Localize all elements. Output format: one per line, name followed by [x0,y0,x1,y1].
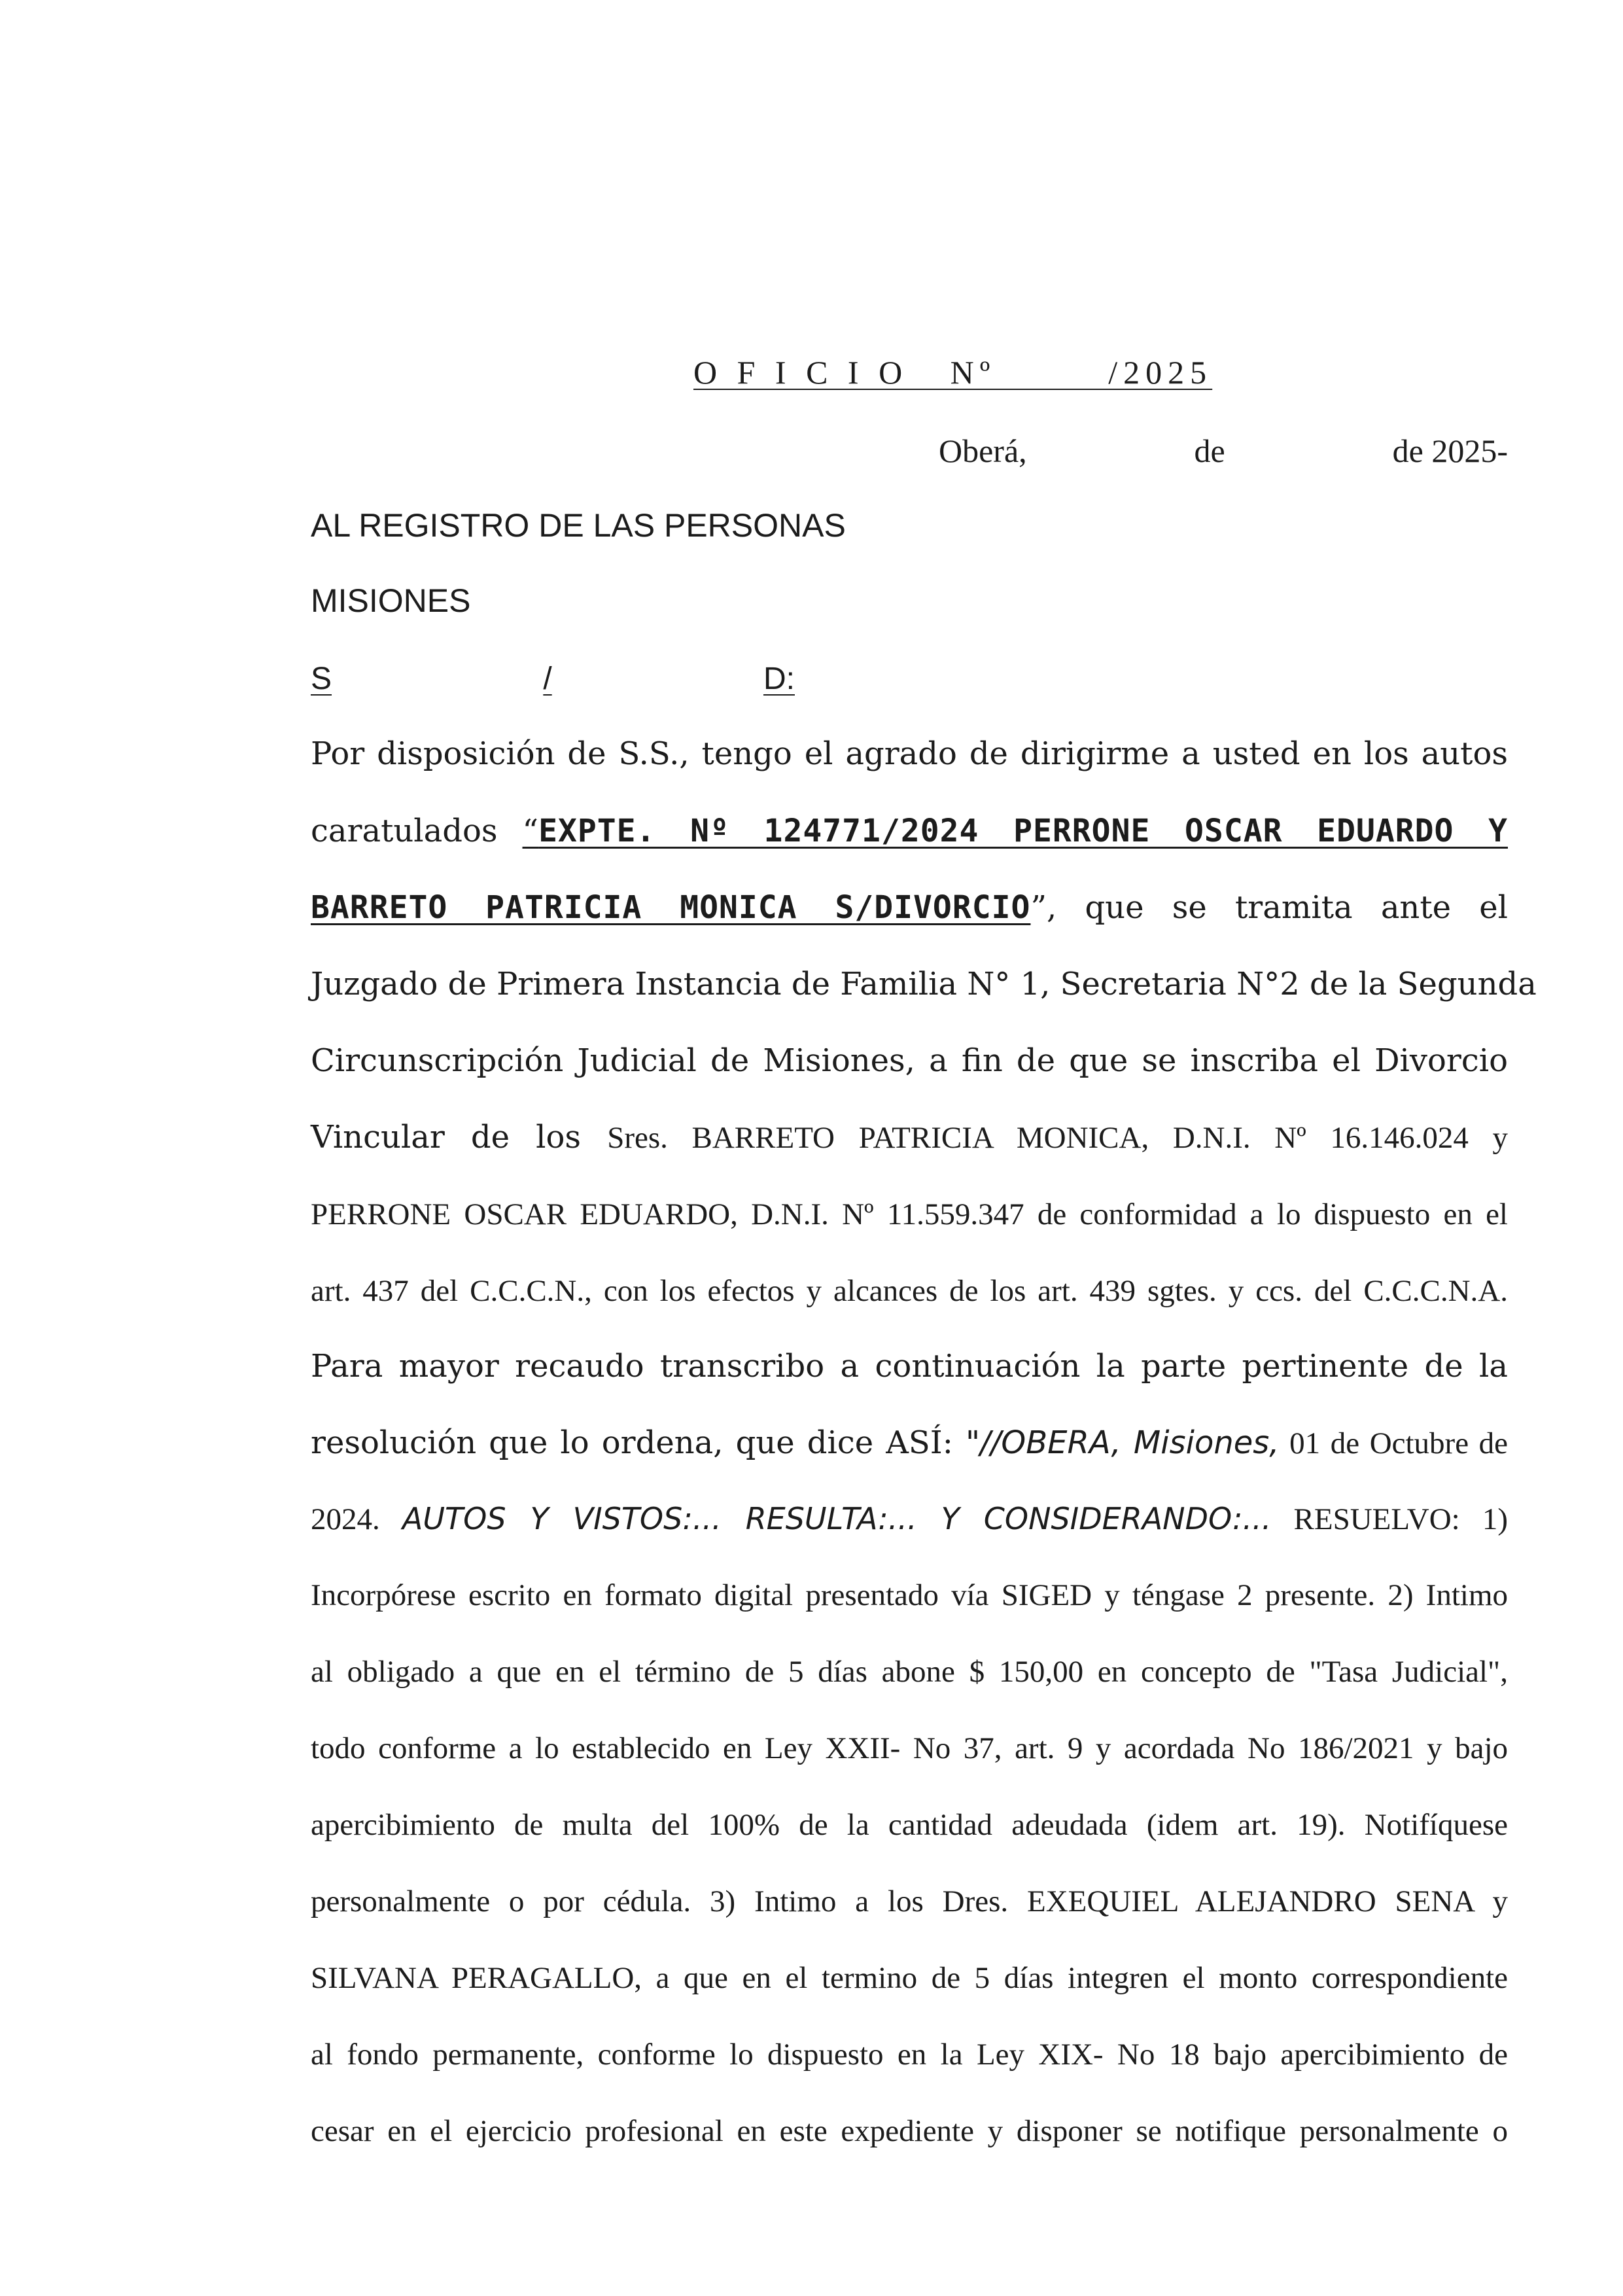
date-year: de 2025- [1392,433,1508,469]
addressee-line-2: MISIONES [311,582,471,619]
body-line-3 [311,889,1509,926]
date-line [939,432,1508,470]
body-line-2 [311,815,1508,847]
body-line-9: Para mayor recaudo transcribo a continuación la parte pertinente de la [311,1348,1508,1385]
body-text: resolución que lo ordena, que dice ASÍ: [311,1424,966,1461]
body-text: ”, que se tramita ante el [1030,889,1509,926]
body-line-13: al obligado a que en el término de 5 días abone $ 150,00 en concepto de "Tasa Judicial", [311,1655,1508,1689]
sd-s: S [311,662,332,696]
date-city: Oberá, [939,433,1027,469]
date-day-of: de [1194,433,1225,469]
document-title: O F I C I O Nº /2025 [693,354,1213,391]
body-text: caratulados [311,813,523,849]
body-line-5: Circunscripción Judicial de Misiones, a fin de que se inscriba el Divorcio [311,1042,1508,1079]
body-line-12: Incorpórese escrito en formato digital presentado vía SIGED y téngase 2 presente. 2) Intimo [311,1578,1508,1612]
body-line-6 [311,1119,1508,1156]
expte-quote-open: “ [522,813,539,849]
sd-slash: / [543,662,552,696]
salutation-sd [311,661,795,697]
body-line-7: PERRONE OSCAR EDUARDO, D.N.I. Nº 11.559.347 de conformidad a lo dispuesto en el [311,1197,1508,1231]
body-text: RESUELVO: 1) [1271,1502,1509,1536]
body-line-16: personalmente o por cédula. 3) Intimo a los Dres. EXEQUIEL ALEJANDRO SENA y [311,1884,1508,1918]
body-text: Vincular de los [311,1119,608,1156]
body-line-15: apercibimiento de multa del 100% de la cantidad adeudada (idem art. 19). Notifíquese [311,1808,1508,1842]
expte-caption-part2: BARRETO PATRICIA MONICA S/DIVORCIO [311,889,1031,926]
body-line-11 [311,1501,1509,1536]
body-line-19: cesar en el ejercicio profesional en este expediente y disponer se notifique personalmente o [311,2114,1508,2148]
resolution-quote-start: "//OBERA, Misiones, [966,1424,1280,1461]
body-line-17: SILVANA PERAGALLO, a que en el termino de 5 días integren el monto correspondiente [311,1961,1508,1995]
body-line-18: al fondo permanente, conforme lo dispuesto en la Ley XIX- No 18 bajo apercibimiento de [311,2038,1508,2072]
expte-caption-part1: EXPTE. Nº 124771/2024 PERRONE OSCAR EDUARDO Y [538,813,1509,849]
resolution-date: 01 de Octubre de [1279,1426,1509,1460]
body-line-4: Juzgado de Primera Instancia de Familia N° 1, Secretaria N°2 de la Segunda [311,966,1537,1002]
body-line-8: art. 437 del C.C.C.N., con los efectos y alcances de los art. 439 sgtes. y ccs. del C.C.C.N.A. [311,1274,1508,1308]
body-line-10 [311,1424,1509,1461]
body-line-1: Por disposición de S.S., tengo el agrado de dirigirme a usted en los autos [311,735,1508,772]
body-text-serif: Sres. BARRETO PATRICIA MONICA, D.N.I. Nº 16.146.024 y [607,1121,1508,1155]
resolution-sections: AUTOS Y VISTOS:... RESULTA:... Y CONSIDERANDO:... [402,1501,1272,1536]
body-text: 2024. [311,1502,402,1536]
addressee-line-1: AL REGISTRO DE LAS PERSONAS [311,507,846,544]
body-line-14: todo conforme a lo establecido en Ley XXII- No 37, art. 9 y acordada No 186/2021 y bajo [311,1731,1508,1765]
sd-d: D: [763,662,795,696]
